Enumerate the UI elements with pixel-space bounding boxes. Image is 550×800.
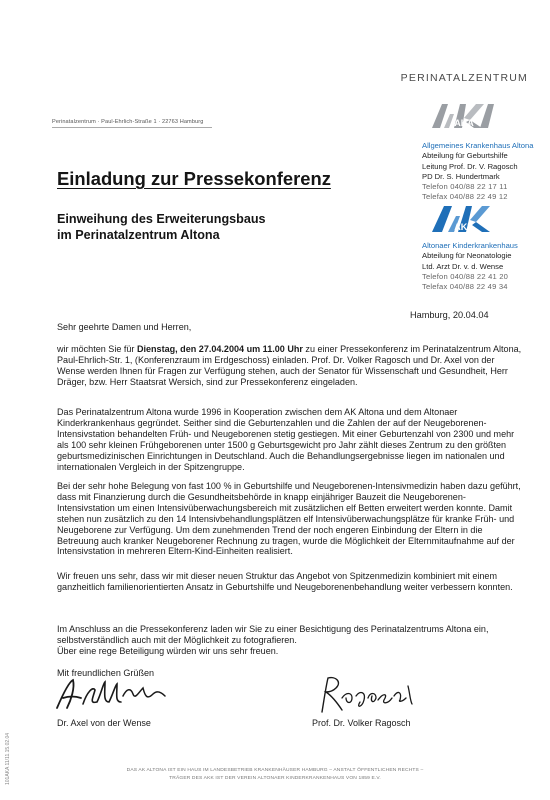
sender-underline bbox=[52, 127, 212, 128]
signature-wense-icon bbox=[53, 674, 173, 716]
paragraph-invitation bbox=[57, 344, 523, 388]
org-fax: Telefax 040/88 22 49 34 bbox=[422, 282, 508, 292]
aka-logo-text: AKA bbox=[454, 118, 474, 128]
footer-line: DAS AK ALTONA IST EIN HAUS IM LANDESBETRIEB KRANKENHÄUSER HAMBURG – ANSTALT ÖFFENTLICHEN RECHTS – bbox=[126, 768, 424, 773]
signature-ragosch-icon bbox=[312, 672, 432, 714]
salutation: Sehr geehrte Damen und Herren, bbox=[57, 322, 192, 332]
org-line: Allgemeines Krankenhaus Altona bbox=[422, 141, 534, 150]
side-reference-code bbox=[5, 732, 57, 791]
akk-logo-text: AKK bbox=[454, 222, 474, 232]
event-datetime: Dienstag, den 27.04.2004 um 11.00 Uhr bbox=[136, 344, 303, 354]
org-block-ak-altona bbox=[422, 141, 547, 203]
letter-date: Hamburg, 20.04.04 bbox=[410, 310, 489, 320]
footer-line: TRÄGER DES AKK IST DER VEREIN ALTONAER KINDERKRANKENHAUS VON 1859 E.V. bbox=[169, 776, 381, 781]
signatory-name-right: Prof. Dr. Volker Ragosch bbox=[312, 718, 411, 728]
signatory-name-left: Dr. Axel von der Wense bbox=[57, 718, 151, 728]
paragraph-text: wir möchten Sie für bbox=[57, 344, 137, 354]
org-phone: Telefon 040/88 22 41 20 bbox=[422, 271, 509, 281]
paragraph-outlook: Wir freuen uns sehr, dass wir mit dieser neuen Struktur das Angebot von Spitzenmedizin kombiniert mit einem ganzheitlich familienorientierten Ansatz in Geburtshilfe und Neugeborenenbehandlung weiter verbessern konnten. bbox=[57, 571, 513, 592]
paragraph-text: Im Anschluss an die Pressekonferenz laden wir Sie zu einer Besichtigung des Perinatalzentrums Altona ein, selbstverständlich auch mit der Möglichkeit zu fotografieren. bbox=[57, 624, 489, 645]
org-line: Altonaer Kinderkrankenhaus bbox=[422, 241, 518, 250]
org-line: Abteilung für Geburtshilfe bbox=[422, 151, 508, 161]
header-department-tag: PERINATALZENTRUM bbox=[400, 72, 528, 84]
sender-address-line: Perinatalzentrum · Paul-Ehrlich-Straße 1 · 22763 Hamburg bbox=[52, 119, 204, 125]
paragraph-tour bbox=[57, 624, 523, 657]
paragraph-expansion: Bei der sehr hohe Belegung von fast 100 % in Geburtshilfe und Neugeborenen-Intensivmedizin haben dazu geführt, dass mit Finanzierung durch die Gesundheitsbehörde in knapp einjähriger Bauzeit die Neugeborenen-Intensivstation um einen Intensivüberwachungsbereich mit zusätzlichen elf Betten erweitert werden konnte. Damit stehen nun zusätzlich zu den 14 Intensivbehandlungsplätzen elf Intensivüberwachungsplätze für kranke Früh- und Neugeborene zur Verfügung. Um dem zunehmenden Trend der noch engeren Einbindung der Eltern in die Betreuung auch kranker Neugeborener Rechnung zu tragen, wurde die Möglichkeit der Elternmitaufnahme auf der Intensivstation in mehreren Eltern-Kind-Einheiten realisiert. bbox=[57, 481, 521, 557]
document-title: Einladung zur Pressekonferenz bbox=[57, 168, 331, 189]
document-subtitle bbox=[57, 211, 266, 243]
aka-logo-icon bbox=[430, 100, 498, 130]
paragraph-history: Das Perinatalzentrum Altona wurde 1996 in Kooperation zwischen dem AK Altona und dem Altonaer Kinderkrankenhaus gegründet. Seither sind die Geburtenzahlen und die Zahlen der auf der Neugeborenen-Intensivstation behandelten Früh- und Neugeborenen stetig gestiegen. Mit einer Geburtenzahl von 2300 und mehr als 100 sehr kleinen Frühgeborenen unter 1500 g Geburtsgewicht pro Jahr zählt dieses Zentrum zu den größten geburtsmedizinischen Einrichtungen in Deutschland. Auch die Behandlungsergebnisse liegen im nationalen und internationalen Vergleich in der Spitzengruppe. bbox=[57, 407, 515, 472]
paragraph-text: zu einer Pressekonferenz im Perinatalzentrum Altona, Paul-Ehrlich-Str. 1, (Konferenzraum im Erdgeschoss) einladen. Prof. Dr. Volker Ragosch und Dr. Axel von der Wense werden Ihnen für Fragen zur Verfügung stehen, auch der Senator für Wissenschaft und Gesundheit, Herr Dräger, bzw. Herr Staatsrat Wersich, sind zur Pressekonferenz eingeladen. bbox=[57, 344, 522, 387]
akk-logo-icon bbox=[430, 204, 498, 234]
org-line: Leitung Prof. Dr. V. Ragosch bbox=[422, 161, 518, 171]
paragraph-text: Über eine rege Beteiligung würden wir uns sehr freuen. bbox=[57, 645, 279, 656]
subtitle-line: im Perinatalzentrum Altona bbox=[57, 228, 220, 242]
side-code-text: 101AKA 11/11.15.02.04 bbox=[5, 732, 11, 785]
org-line: Abteilung für Neonatologie bbox=[422, 251, 512, 261]
org-line: PD Dr. S. Hundertmark bbox=[422, 171, 500, 181]
subtitle-line: Einweihung des Erweiterungsbaus bbox=[57, 212, 266, 226]
org-fax: Telefax 040/88 22 49 12 bbox=[422, 192, 508, 202]
org-block-kinderkrankenhaus bbox=[422, 241, 547, 292]
org-line: Ltd. Arzt Dr. v. d. Wense bbox=[422, 261, 504, 271]
org-phone: Telefon 040/88 22 17 11 bbox=[422, 182, 508, 192]
closing-greeting: Mit freundlichen Grüßen bbox=[57, 668, 155, 678]
